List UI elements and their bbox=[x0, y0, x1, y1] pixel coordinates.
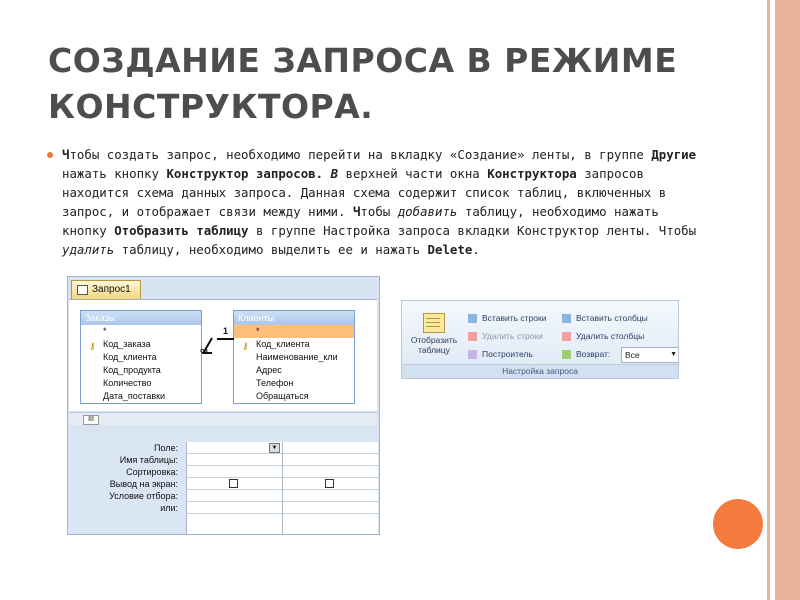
grid-cell[interactable] bbox=[187, 454, 282, 466]
table-field-label: Код_клиента bbox=[256, 339, 310, 349]
paragraph-segment: запросов находится схема данных запроса. Данная схема содержит список таблиц, включенных в запрос, и отображает связи между ними. bbox=[62, 166, 667, 219]
key-icon: ⚷ bbox=[89, 341, 96, 351]
paragraph-segment: В bbox=[330, 166, 339, 181]
ribbon-group-label: Настройка запроса bbox=[402, 364, 678, 378]
relation-one-label: 1 bbox=[223, 326, 229, 336]
paragraph-segment: добавить bbox=[397, 204, 458, 219]
table-field-label: * bbox=[103, 326, 107, 336]
grid-row-label: или: bbox=[160, 503, 178, 513]
paragraph-segment: таблицу, необходимо нажать кнопку bbox=[62, 204, 659, 238]
grid-cell[interactable] bbox=[187, 466, 282, 478]
builder-label: Построитель bbox=[482, 349, 533, 359]
table-clients-title: Клиенты bbox=[234, 311, 354, 325]
return-label: Возврат: bbox=[576, 349, 611, 359]
paragraph-segment: тобы bbox=[360, 204, 398, 219]
grid-cell-show[interactable] bbox=[283, 478, 378, 490]
table-field[interactable] bbox=[234, 377, 354, 390]
paragraph-segment: нажать кнопку bbox=[62, 166, 167, 181]
grid-row-label: Условие отбора: bbox=[109, 491, 178, 501]
grid-cell-field[interactable] bbox=[187, 442, 282, 454]
delete-columns-icon bbox=[562, 332, 571, 341]
insert-columns-icon bbox=[562, 314, 571, 323]
grid-cell-show[interactable] bbox=[187, 478, 282, 490]
grid-column-2[interactable] bbox=[282, 442, 378, 535]
grid-row-label: Вывод на экран: bbox=[109, 479, 178, 489]
table-field-label: Обращаться bbox=[256, 391, 309, 401]
paragraph-segment bbox=[323, 166, 330, 181]
table-field[interactable] bbox=[234, 338, 354, 351]
paragraph-segment: таблицу, необходимо выделить ее и нажать bbox=[114, 242, 428, 257]
paragraph-segment: верхней части окна bbox=[338, 166, 488, 181]
table-field[interactable] bbox=[81, 351, 201, 364]
table-field[interactable] bbox=[81, 377, 201, 390]
grid-cell[interactable] bbox=[187, 502, 282, 514]
paragraph-segment: . bbox=[472, 242, 480, 257]
key-icon: ⚷ bbox=[242, 341, 249, 351]
grid-cell-field[interactable] bbox=[283, 442, 378, 454]
paragraph-segment: Ч bbox=[62, 147, 70, 162]
table-field[interactable] bbox=[81, 390, 201, 403]
grid-row-label: Имя таблицы: bbox=[119, 455, 178, 465]
query-tab-label: Запрос1 bbox=[92, 284, 131, 295]
dropdown-arrow-icon[interactable]: ▼ bbox=[269, 443, 280, 453]
grid-row-label: Сортировка: bbox=[126, 467, 178, 477]
table-field-label: Код_заказа bbox=[103, 339, 151, 349]
ribbon-screenshot bbox=[401, 300, 679, 379]
builder-icon bbox=[468, 350, 477, 359]
ribbon-top-edge bbox=[402, 300, 678, 304]
table-field-label: Код_продукта bbox=[103, 365, 161, 375]
relation-line-right bbox=[217, 338, 234, 340]
show-table-icon bbox=[423, 313, 445, 333]
table-orders-title: Заказы bbox=[81, 311, 201, 325]
insert-columns-label: Вставить столбцы bbox=[576, 313, 648, 323]
right-strip-thin bbox=[767, 0, 770, 600]
table-field[interactable] bbox=[234, 325, 354, 338]
table-field-label: Дата_поставки bbox=[103, 391, 166, 401]
show-table-label: Отобразить таблицу bbox=[410, 335, 458, 355]
table-field[interactable] bbox=[81, 338, 201, 351]
insert-rows-icon bbox=[468, 314, 477, 323]
paragraph-segment: удалить bbox=[62, 242, 115, 257]
table-field[interactable] bbox=[81, 364, 201, 377]
table-field-label: * bbox=[256, 326, 260, 336]
grid-column-1[interactable] bbox=[186, 442, 282, 535]
delete-rows-label: Удалить строки bbox=[482, 331, 543, 341]
horizontal-scrollbar[interactable] bbox=[69, 412, 377, 425]
scroll-thumb-icon[interactable]: III bbox=[83, 415, 99, 425]
table-clients-fields bbox=[234, 325, 354, 403]
show-checkbox[interactable] bbox=[229, 479, 238, 488]
table-field-label: Количество bbox=[103, 378, 152, 388]
delete-columns-label: Удалить столбцы bbox=[576, 331, 645, 341]
grid-cell[interactable] bbox=[283, 466, 378, 478]
table-field[interactable] bbox=[234, 351, 354, 364]
insert-rows-button[interactable] bbox=[468, 312, 546, 325]
paragraph-segment: в группе Настройка запроса вкладки Конструктор ленты. Чтобы bbox=[248, 223, 697, 238]
table-field-label: Адрес bbox=[256, 365, 282, 375]
query-design-grid bbox=[69, 432, 377, 532]
grid-cell[interactable] bbox=[283, 502, 378, 514]
return-select-value: Все bbox=[625, 350, 640, 360]
bullet-dot-icon bbox=[47, 152, 53, 158]
table-field[interactable] bbox=[81, 325, 201, 338]
paragraph-segment: Отобразить таблицу bbox=[114, 223, 249, 238]
right-strip-wide bbox=[775, 0, 800, 600]
insert-rows-label: Вставить строки bbox=[482, 313, 547, 323]
grid-cell[interactable] bbox=[283, 454, 378, 466]
query-icon bbox=[77, 285, 88, 295]
slide-paragraph bbox=[62, 145, 702, 259]
table-orders-fields bbox=[81, 325, 201, 403]
delete-rows-button[interactable] bbox=[468, 330, 543, 343]
paragraph-segment: Delete bbox=[427, 242, 473, 257]
slide-title: СОЗДАНИЕ ЗАПРОСА В РЕЖИМЕ КОНСТРУКТОРА. bbox=[48, 41, 678, 126]
grid-cell[interactable] bbox=[187, 490, 282, 502]
grid-cell[interactable] bbox=[283, 490, 378, 502]
delete-columns-button[interactable] bbox=[562, 330, 644, 343]
table-clients[interactable] bbox=[233, 310, 355, 404]
builder-button[interactable] bbox=[468, 348, 533, 361]
return-icon bbox=[562, 350, 571, 359]
grid-row-label: Поле: bbox=[153, 443, 178, 453]
decorative-circle bbox=[713, 499, 763, 549]
table-orders[interactable] bbox=[80, 310, 202, 404]
return-control bbox=[562, 348, 610, 361]
table-field-label: Наименование_кли bbox=[256, 352, 338, 362]
query-schema-pane bbox=[69, 299, 377, 411]
delete-rows-icon bbox=[468, 332, 477, 341]
table-field[interactable] bbox=[234, 364, 354, 377]
paragraph-segment: Ч bbox=[352, 204, 361, 219]
paragraph-segment: Другие bbox=[651, 147, 697, 162]
relation-many-label: ∞ bbox=[200, 345, 208, 357]
paragraph-segment: тобы создать запрос, необходимо перейти на вкладку «Создание» ленты, в группе bbox=[69, 147, 652, 162]
query-window-screenshot bbox=[67, 276, 380, 535]
query-tab[interactable] bbox=[71, 280, 141, 299]
table-field[interactable] bbox=[234, 390, 354, 403]
paragraph-segment: Конструктора bbox=[487, 166, 577, 181]
chevron-down-icon[interactable]: ▼ bbox=[670, 351, 677, 358]
grid-row-labels bbox=[69, 442, 182, 514]
return-select[interactable] bbox=[621, 347, 679, 363]
insert-columns-button[interactable] bbox=[562, 312, 648, 325]
table-field-label: Телефон bbox=[256, 378, 294, 388]
paragraph-segment: Конструктор запросов. bbox=[166, 166, 324, 181]
table-field-label: Код_клиента bbox=[103, 352, 157, 362]
show-checkbox[interactable] bbox=[325, 479, 334, 488]
show-table-button[interactable] bbox=[406, 311, 462, 367]
